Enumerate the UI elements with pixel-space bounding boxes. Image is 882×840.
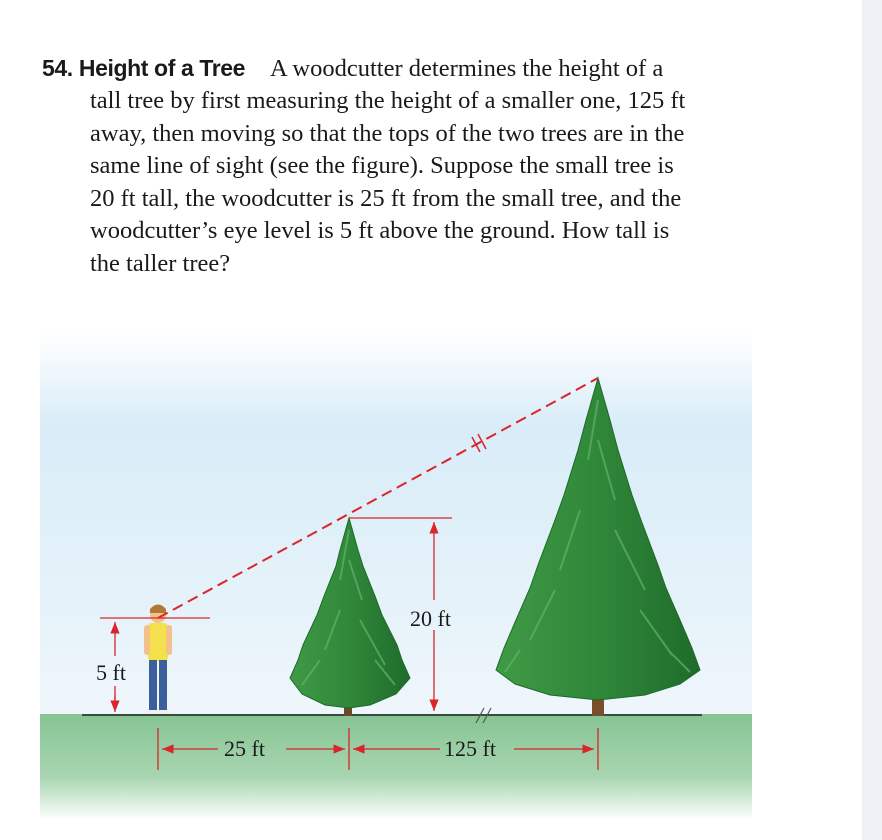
problem-text-line: away, then moving so that the tops of the two trees are in the xyxy=(90,119,685,147)
problem-title: Height of a Tree xyxy=(78,55,246,81)
problem-text-line: woodcutter’s eye level is 5 ft above the ground. How tall is xyxy=(90,217,670,244)
problem-text-line: the taller tree? xyxy=(90,249,231,277)
problem-text-line: 20 ft tall, the woodcutter is 25 ft from the small tree, and the xyxy=(90,184,682,212)
problem-number: 54. xyxy=(42,55,73,81)
label-5ft: 5 ft xyxy=(96,660,126,685)
ground xyxy=(40,714,752,820)
problem-first-line xyxy=(42,55,663,83)
label-125ft: 125 ft xyxy=(444,736,496,761)
problem-text-line: A woodcutter determines the height of a xyxy=(269,55,664,82)
label-20ft: 20 ft xyxy=(410,606,451,631)
problem-text-line: tall tree by first measuring the height of a smaller one, 125 ft xyxy=(90,87,686,114)
tree-height-figure xyxy=(40,330,752,820)
problem-text-line: same line of sight (see the figure). Suppose the small tree is xyxy=(90,152,674,179)
label-25ft: 25 ft xyxy=(224,736,265,761)
right-margin-panel xyxy=(862,0,882,840)
